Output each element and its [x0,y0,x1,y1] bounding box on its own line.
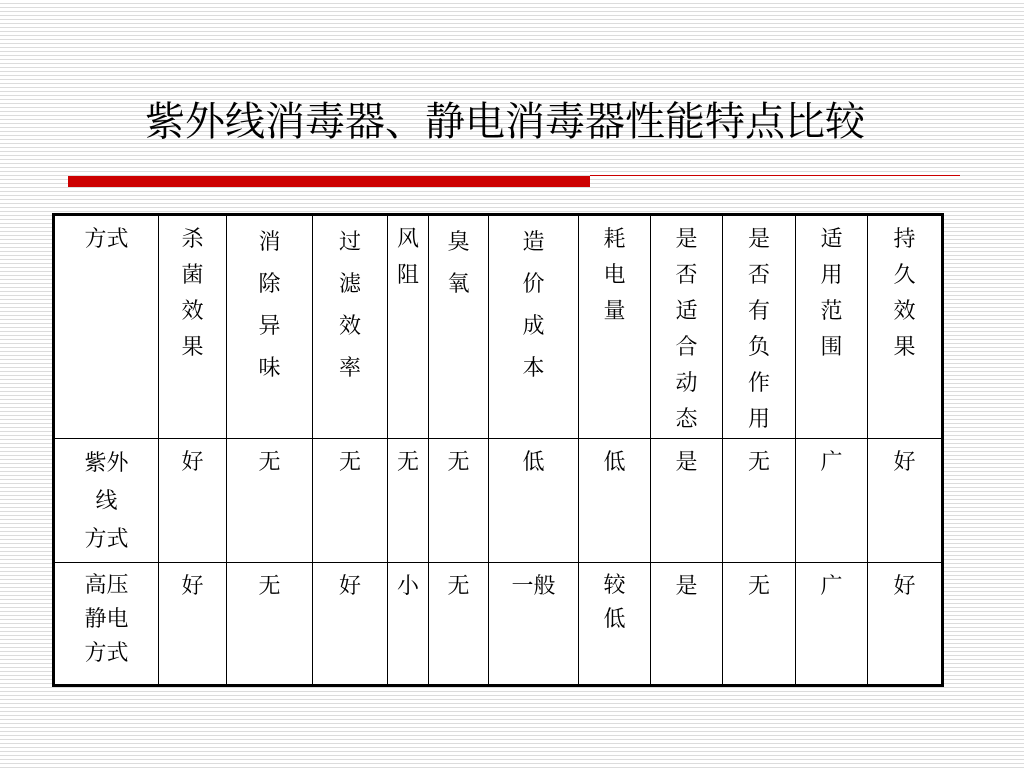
header-cell-scope: 适 用 范 围 [796,215,868,439]
header-cell-wind-resistance: 风 阻 [388,215,429,439]
header-cell-ozone: 臭 氧 [429,215,489,439]
row-electrostatic-cost: 一般 [489,563,579,686]
row-uv-ozone: 无 [429,439,489,563]
row-uv-cost: 低 [489,439,579,563]
comparison-table [52,213,944,687]
row-uv-scope: 广 [796,439,868,563]
row-uv-deodorize: 无 [227,439,313,563]
row-electrostatic-ozone: 无 [429,563,489,686]
row-electrostatic-power: 较 低 [579,563,651,686]
table-row [54,563,943,686]
row-electrostatic-side-effect: 无 [723,563,796,686]
row-electrostatic-mode: 高压 静电 方式 [54,563,159,686]
header-cell-sterilize: 杀 菌 效 果 [159,215,227,439]
header-cell-cost: 造 价 成 本 [489,215,579,439]
row-uv-filter: 无 [313,439,388,563]
row-uv-sterilize: 好 [159,439,227,563]
title-accent-bar [68,176,590,187]
row-uv-lasting: 好 [868,439,943,563]
header-cell-mode: 方式 [54,215,159,439]
row-electrostatic-dynamic: 是 [651,563,723,686]
row-electrostatic-sterilize: 好 [159,563,227,686]
title-accent-line [590,175,960,176]
table-row [54,439,943,563]
row-uv-power: 低 [579,439,651,563]
row-uv-mode: 紫外 线 方式 [54,439,159,563]
row-uv-wind-resistance: 无 [388,439,429,563]
row-electrostatic-wind-resistance: 小 [388,563,429,686]
header-cell-deodorize: 消 除 异 味 [227,215,313,439]
header-cell-side-effect: 是 否 有 负 作 用 [723,215,796,439]
row-electrostatic-filter: 好 [313,563,388,686]
header-cell-dynamic: 是 否 适 合 动 态 [651,215,723,439]
header-cell-lasting: 持 久 效 果 [868,215,943,439]
row-uv-dynamic: 是 [651,439,723,563]
row-electrostatic-deodorize: 无 [227,563,313,686]
row-electrostatic-scope: 广 [796,563,868,686]
row-uv-side-effect: 无 [723,439,796,563]
header-cell-power: 耗 电 量 [579,215,651,439]
header-cell-filter: 过 滤 效 率 [313,215,388,439]
row-electrostatic-lasting: 好 [868,563,943,686]
slide-title: 紫外线消毒器、静电消毒器性能特点比较 [145,99,865,145]
table-header-row [54,215,943,439]
